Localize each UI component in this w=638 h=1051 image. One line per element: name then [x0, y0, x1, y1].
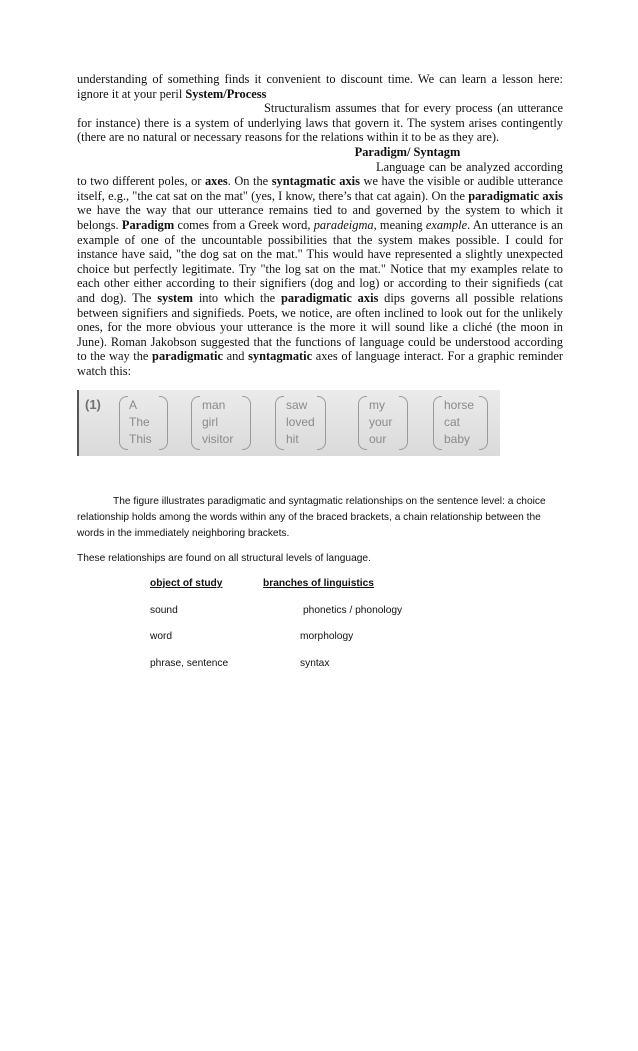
word: my	[369, 398, 385, 412]
table-cell: syntax	[300, 657, 330, 669]
word: This	[129, 432, 152, 446]
left-brace	[119, 396, 128, 450]
body-text	[77, 72, 563, 378]
paradigm-syntagm-figure	[77, 390, 500, 456]
text-run: . An utterance is an example of one of the uncountable possibilities that the system makes possible. I could for instance have said, "the dog sat on the mat." This would have represented a slightly unexpected choice but perfectly legitimate. Try "the log sat on the mat." Notice that my examples relate to each other either according to their signifiers (dog and log) or according to their signifieds (cat and dog). The	[77, 217, 563, 305]
text-run: Language can be analyzed according to two different poles, or	[77, 159, 563, 189]
word-column-determiner	[129, 397, 152, 448]
word: visitor	[202, 432, 234, 446]
word: man	[202, 398, 226, 412]
figure-number: (1)	[85, 397, 101, 412]
table-cell: phonetics / phonology	[303, 604, 403, 616]
term-paradigmatic: paradigmatic	[152, 349, 223, 364]
left-brace	[191, 396, 200, 450]
term-paradigmatic-axis-2: paradigmatic axis	[280, 290, 379, 305]
term-paradigmatic-axis: paradigmatic axis	[468, 188, 563, 203]
right-brace	[242, 396, 251, 450]
section-label-system-process: System/Process	[185, 86, 267, 101]
paragraph-structuralism: Structuralism assumes that for every process (an utterance for instance) there is a system of underlying laws that govern it. The system arises contingently (there are no natural or necessary reasons for the relations within it to be as they are).	[77, 101, 563, 145]
word-column-possessive	[369, 397, 392, 448]
table-cell: sound	[150, 604, 178, 616]
right-brace	[317, 396, 326, 450]
text-run: we have the way that our utterance remains tied to and governed by the system to which it belongs.	[77, 203, 563, 232]
term-axes: axes	[204, 174, 228, 189]
word-column-verb	[286, 397, 315, 448]
table-cell: word	[150, 631, 173, 642]
paragraph-intro	[77, 72, 563, 101]
levels-note: These relationships are found on all structural levels of language.	[77, 553, 371, 564]
section-heading	[77, 145, 563, 160]
right-brace	[399, 396, 408, 450]
word: loved	[286, 415, 315, 429]
text-run: understanding of something finds it convenient to discount time. We can learn a lesson here: ignore it at your peril	[77, 72, 563, 101]
word: girl	[202, 415, 219, 429]
text-run: into which the	[193, 290, 281, 305]
word: The	[129, 415, 150, 429]
word: hit	[286, 432, 299, 446]
right-brace	[479, 396, 488, 450]
word: baby	[444, 432, 471, 446]
caption-text: The figure illustrates paradigmatic and syntagmatic relationships on the sentence level: a choice relationship holds among the words within any of the braced brackets, a chain relationship between the words in the immediately neighboring brackets.	[77, 496, 546, 539]
word: saw	[286, 398, 308, 412]
figure-caption	[77, 494, 563, 542]
heading-paradigm-syntagm: Paradigm/ Syntagm	[354, 144, 461, 159]
word: cat	[444, 415, 461, 429]
left-brace	[433, 396, 442, 450]
term-system: system	[157, 290, 193, 305]
term-example: example	[425, 217, 468, 232]
term-paradeigma: paradeigma	[313, 217, 374, 232]
text-run: axes of language interact. For a graphic reminder watch this:	[77, 349, 563, 378]
term-syntagmatic-axis: syntagmatic axis	[271, 174, 360, 189]
word: A	[129, 398, 138, 412]
left-brace	[275, 396, 284, 450]
text-run: . On the	[227, 174, 272, 189]
word: horse	[444, 398, 475, 412]
column-header: branches of linguistics	[263, 578, 374, 589]
left-brace	[358, 396, 367, 450]
term-paradigm: Paradigm	[121, 217, 175, 232]
table-cell: phrase, sentence	[150, 657, 229, 669]
text-run: comes from a Greek word,	[174, 217, 314, 232]
word: your	[369, 415, 393, 429]
term-syntagmatic: syntagmatic	[248, 349, 313, 364]
right-brace	[159, 396, 168, 450]
paragraph-axes	[77, 160, 563, 379]
text-run: we have the visible or audible utterance itself, e.g., "the cat sat on the mat" (yes, I know, there’s that cat again). On the	[77, 174, 564, 203]
table-cell: morphology	[300, 631, 354, 642]
word: our	[369, 432, 387, 446]
text-run: dips governs all possible relations between signifiers and signifieds. Poets, we notice, are often inclined to look out for the unlikely ones, for the more obvious your utterance is the more it will sound like a cliché (the moon in June). Roman Jakobson suggested that the functions of language could be understood according to the way the	[77, 290, 563, 364]
word-column-noun-object	[444, 397, 474, 448]
text-run: and	[222, 349, 249, 364]
column-header: object of study	[150, 578, 223, 589]
text-run: , meaning	[373, 217, 426, 232]
word-column-noun-subject	[202, 397, 233, 448]
